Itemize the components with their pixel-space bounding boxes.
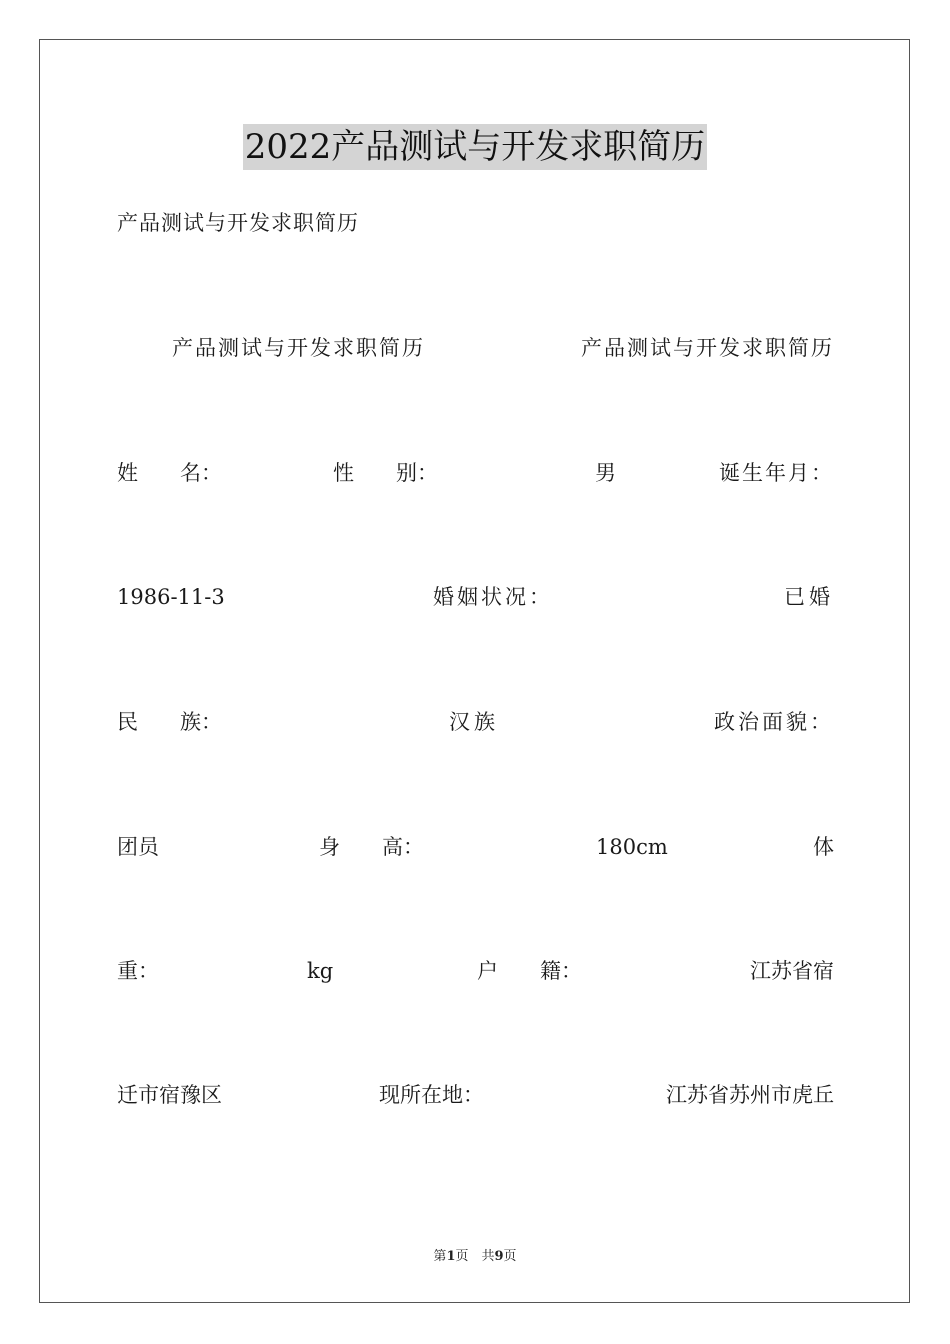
label-hukou: 户 籍： xyxy=(477,959,582,983)
label-politics: 政治面貌： xyxy=(714,710,834,734)
value-gender: 男 xyxy=(595,461,616,485)
footer-mid: 页 共 xyxy=(455,1249,495,1264)
label-weight-part1: 体 xyxy=(813,835,834,859)
label-ethnicity: 民 族： xyxy=(117,710,222,734)
info-row-ethnicity xyxy=(117,706,834,738)
footer-total-pages: 9 xyxy=(494,1249,504,1264)
info-row-name xyxy=(117,457,834,489)
value-hukou-part1: 江苏省宿 xyxy=(750,959,834,983)
value-weight-unit: kg xyxy=(307,959,334,983)
value-birth: 1986-11-3 xyxy=(117,585,225,609)
label-height: 身 高： xyxy=(319,835,424,859)
document-subtitle: 产品测试与开发求职简历 xyxy=(117,211,359,235)
label-weight-part2: 重： xyxy=(117,959,159,983)
label-name: 姓 名： xyxy=(117,461,222,485)
heading-right: 产品测试与开发求职简历 xyxy=(581,336,834,360)
document-title: 2022产品测试与开发求职简历 xyxy=(243,124,708,170)
heading-row xyxy=(117,332,834,364)
value-politics: 团员 xyxy=(117,835,159,859)
page-footer xyxy=(0,1247,950,1267)
value-current-location: 江苏省苏州市虎丘 xyxy=(666,1083,834,1107)
footer-prefix: 第 xyxy=(433,1249,447,1264)
label-current-location: 现所在地： xyxy=(379,1083,484,1107)
value-ethnicity: 汉族 xyxy=(449,710,499,734)
footer-current-page: 1 xyxy=(446,1249,456,1264)
value-marital: 已婚 xyxy=(784,585,834,609)
info-row-location xyxy=(117,1079,834,1111)
heading-left: 产品测试与开发求职简历 xyxy=(172,336,425,360)
info-row-weight xyxy=(117,955,834,987)
label-gender: 性 别： xyxy=(333,461,438,485)
value-height: 180cm xyxy=(596,835,668,859)
footer-suffix: 页 xyxy=(503,1249,517,1264)
label-birth: 诞生年月： xyxy=(719,461,834,485)
info-row-height xyxy=(117,831,834,863)
label-marital: 婚姻状况： xyxy=(433,585,553,609)
title-wrap xyxy=(0,124,950,170)
info-row-birth xyxy=(117,581,834,613)
value-hukou-part2: 迁市宿豫区 xyxy=(117,1083,222,1107)
